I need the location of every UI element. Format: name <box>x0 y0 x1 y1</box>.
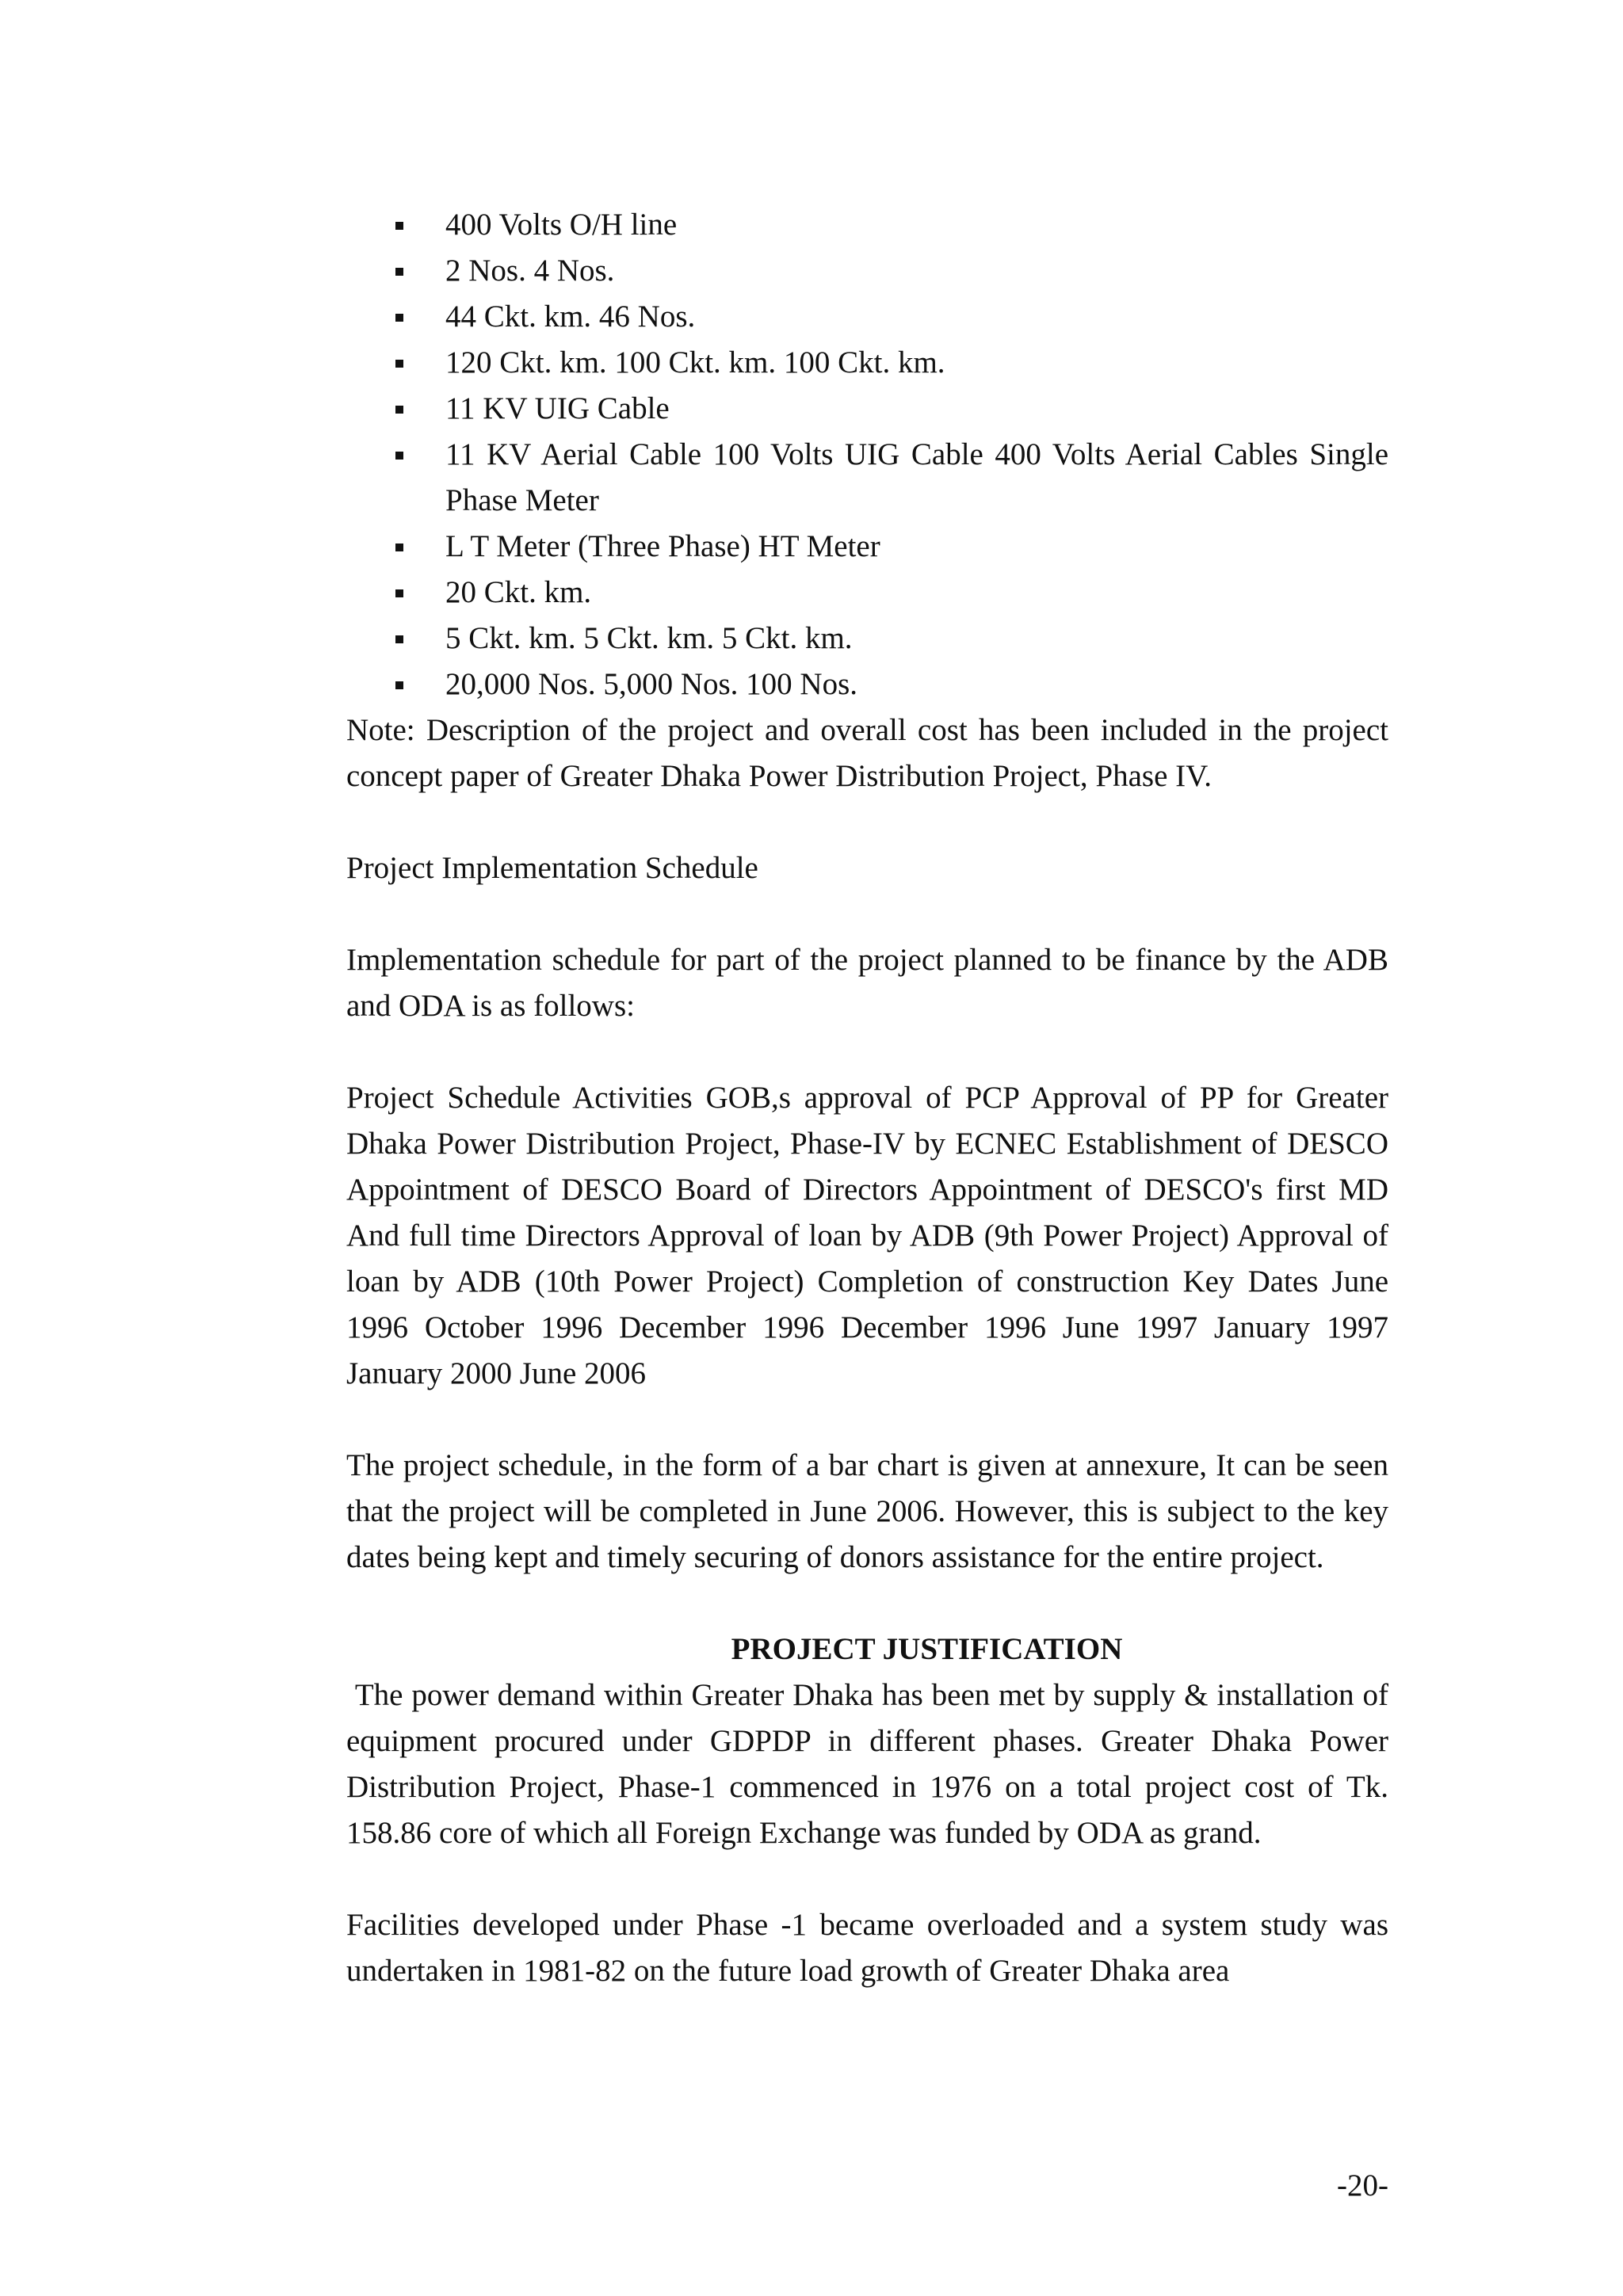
square-bullet-icon <box>395 635 403 643</box>
document-page <box>346 202 1396 1994</box>
square-bullet-icon <box>395 268 403 276</box>
schedule-intro: Implementation schedule for part of the project planned to be finance by the ADB and ODA is as follows: <box>346 943 1388 1023</box>
square-bullet-icon <box>395 589 403 597</box>
list-item: 11 KV UIG Cable <box>346 386 1388 432</box>
equipment-list <box>346 202 1388 707</box>
justification-paragraph: Facilities developed under Phase -1 became overloaded and a system study was undertaken in 1981-82 on the future load growth of Greater Dhaka area <box>346 1908 1388 1988</box>
list-item: 20 Ckt. km. <box>346 570 1388 616</box>
square-bullet-icon <box>395 360 403 368</box>
list-item: 120 Ckt. km. 100 Ckt. km. 100 Ckt. km. <box>346 340 1388 386</box>
section-heading: PROJECT JUSTIFICATION <box>731 1632 1123 1666</box>
list-item: 2 Nos. 4 Nos. <box>346 248 1388 294</box>
list-item: 400 Volts O/H line <box>346 202 1388 248</box>
list-item: 5 Ckt. km. 5 Ckt. km. 5 Ckt. km. <box>346 616 1388 662</box>
list-item: 20,000 Nos. 5,000 Nos. 100 Nos. <box>346 662 1388 707</box>
cost-note: Note: Description of the project and overall cost has been included in the project concept paper of Greater Dhaka Power Distribution Project, Phase IV. <box>346 713 1388 793</box>
square-bullet-icon <box>395 314 403 322</box>
schedule-note: The project schedule, in the form of a bar chart is given at annexure, It can be seen that the project will be completed in June 2006. However, this is subject to the key dates being kept and timely securing of donors assistance for the entire project. <box>346 1448 1388 1574</box>
square-bullet-icon <box>395 543 403 551</box>
square-bullet-icon <box>395 681 403 689</box>
page-number: -20- <box>1337 2168 1388 2203</box>
square-bullet-icon <box>395 452 403 460</box>
schedule-title: Project Implementation Schedule <box>346 851 758 885</box>
schedule-activities: Project Schedule Activities GOB,s approval of PCP Approval of PP for Greater Dhaka Power Distribution Project, Phase-IV by ECNEC Establishment of DESCO Appointment of DESCO Board of Directors Appointment of DESCO's first MD And full time Directors Approval of loan by ADB (9th Power Project) Approval of loan by ADB (10th Power Project) Completion of construction Key Dates June 1996 October 1996 December 1996 December 1996 June 1997 January 1997 January 2000 June 2006 <box>346 1081 1388 1390</box>
square-bullet-icon <box>395 222 403 230</box>
list-item: L T Meter (Three Phase) HT Meter <box>346 524 1388 570</box>
list-item: 11 KV Aerial Cable 100 Volts UIG Cable 400 Volts Aerial Cables Single Phase Meter <box>346 432 1388 524</box>
list-item: 44 Ckt. km. 46 Nos. <box>346 294 1388 340</box>
justification-paragraph: The power demand within Greater Dhaka has been met by supply & installation of equipment procured under GDPDP in different phases. Greater Dhaka Power Distribution Project, Phase-1 commenced in 1976 on a total project cost of Tk. 158.86 core of which all Foreign Exchange was funded by ODA as grand. <box>346 1678 1396 1850</box>
square-bullet-icon <box>395 406 403 414</box>
